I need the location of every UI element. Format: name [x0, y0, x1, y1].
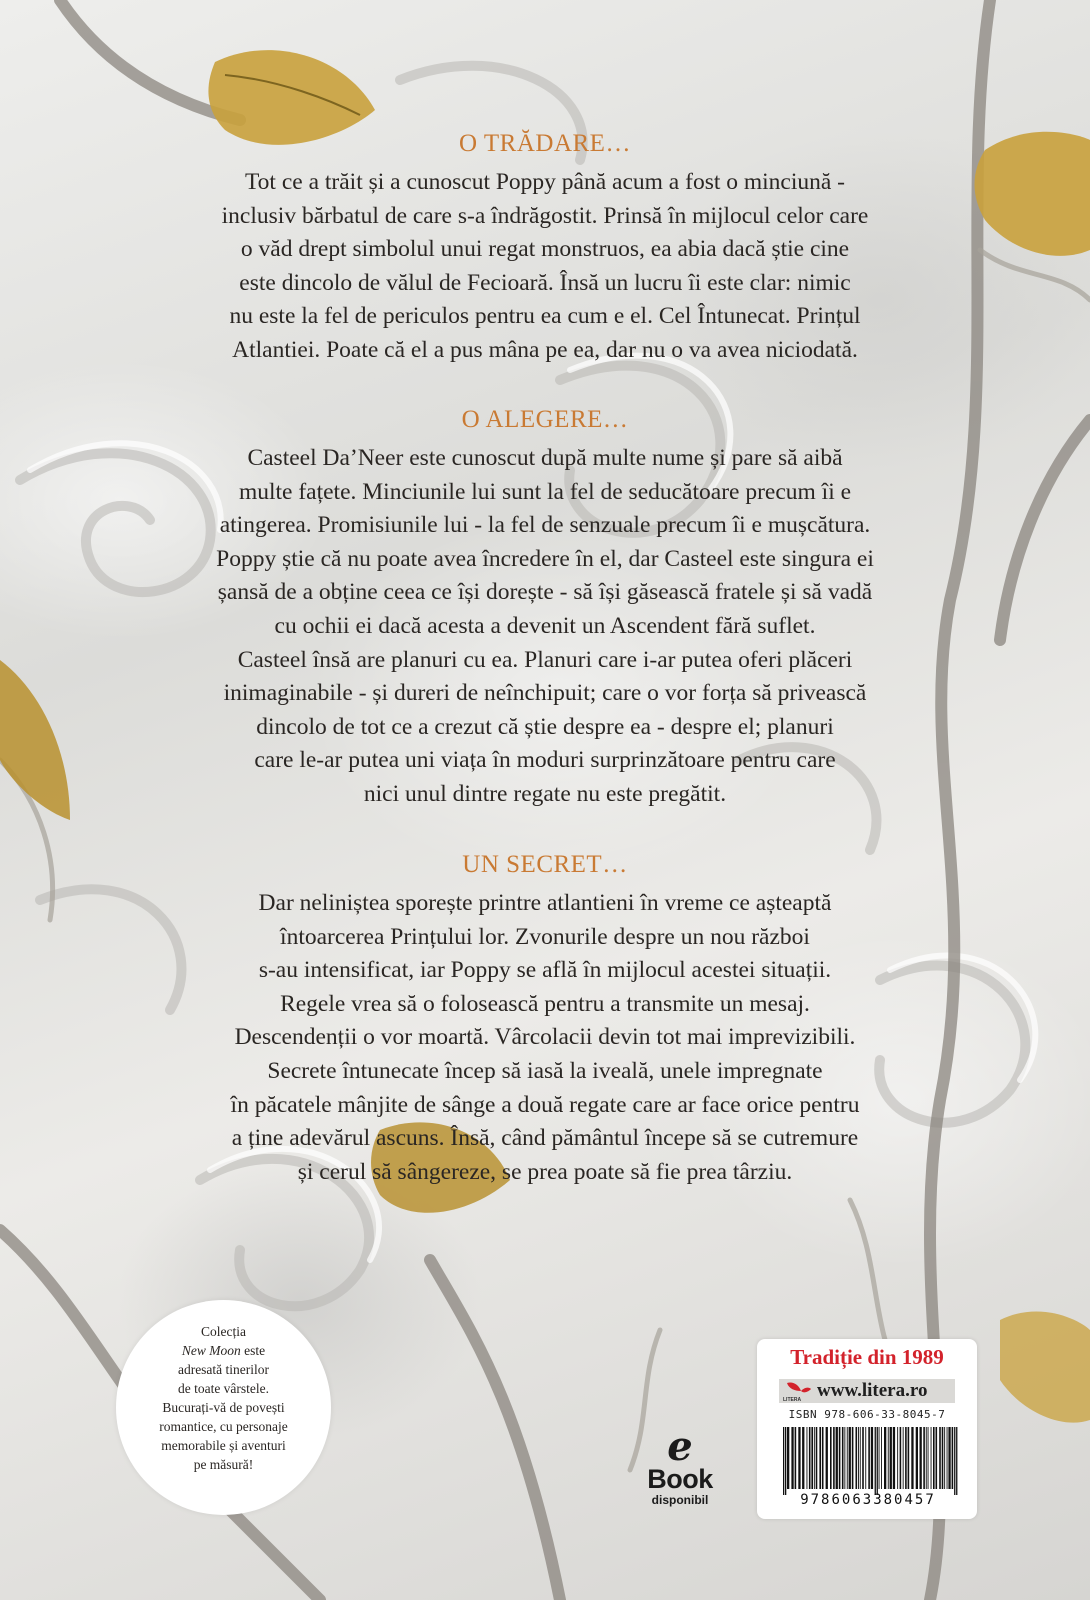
- barcode-bar: [903, 1427, 904, 1489]
- body-line: este dincolo de vălul de Fecioară. Însă un lucru îi este clar: nimic: [239, 269, 851, 296]
- note-line: romantice, cu personaje: [159, 1419, 288, 1434]
- barcode-bar: [942, 1427, 944, 1489]
- barcode-bar: [947, 1427, 948, 1489]
- collection-note-text: [116, 1322, 331, 1474]
- barcode-bar: [809, 1427, 811, 1489]
- series-name: New Moon: [181, 1343, 241, 1358]
- section-heading: O TRĂDARE…: [459, 130, 631, 157]
- barcode-bar: [948, 1427, 950, 1489]
- barcode-bar: [819, 1427, 821, 1489]
- barcode-bar: [897, 1427, 898, 1489]
- barcode-bar: [871, 1427, 873, 1489]
- body-line: cu ochii ei dacă acesta a devenit un Ascendent fără suflet.: [274, 612, 816, 639]
- barcode-bar: [911, 1427, 913, 1489]
- section-choice: [120, 404, 970, 812]
- barcode-bar: [856, 1427, 858, 1489]
- barcode-bar: [881, 1427, 882, 1489]
- body-line: care le-ar putea uni viața în moduri surprinzătoare pentru care: [254, 747, 836, 774]
- barcode-bar: [916, 1427, 918, 1489]
- barcode-bar: [849, 1427, 851, 1489]
- barcode-bar: [900, 1427, 902, 1489]
- barcode-bar: [822, 1427, 824, 1489]
- barcode-bar: [928, 1427, 929, 1489]
- note-line: Bucurați-vă de povești: [162, 1400, 285, 1415]
- body-line: nici unul dintre regate nu este pregătit.: [363, 780, 727, 807]
- body-line: șansă de a obține ceea ce își dorește - să își găsească fratele și să vadă: [217, 579, 873, 606]
- barcode-bar: [860, 1427, 861, 1489]
- barcode-bar: [884, 1427, 886, 1489]
- ebook-caption: disponibil: [651, 1493, 709, 1507]
- barcode-bar: [807, 1427, 808, 1489]
- barcode-bar: [933, 1427, 935, 1489]
- barcode-bar: [842, 1427, 844, 1489]
- section-secret: [120, 849, 970, 1189]
- ebook-e-icon: e: [667, 1423, 693, 1470]
- barcode-bar: [868, 1427, 870, 1489]
- barcode-bar: [811, 1427, 813, 1489]
- barcode-bar: [923, 1427, 925, 1489]
- leaf-top-right: [974, 132, 1090, 256]
- barcode-bar: [847, 1427, 848, 1489]
- barcode-guard-bar: [875, 1427, 876, 1495]
- barcode-bar: [952, 1427, 954, 1489]
- barcode-bar: [865, 1427, 866, 1489]
- note-line: Colecția: [201, 1324, 246, 1339]
- barcode-guard-bar: [954, 1427, 955, 1495]
- barcode-bar: [858, 1427, 859, 1489]
- barcode-guard-bar: [783, 1427, 784, 1495]
- barcode-guard-bar: [877, 1427, 878, 1495]
- barcode-guard-bar: [785, 1427, 786, 1495]
- section-betrayal: [120, 128, 970, 368]
- body-line: inimaginabile - și dureri de neînchipuit; care o vor forța să privească: [223, 680, 867, 707]
- litera-logo-icon: [779, 1379, 813, 1403]
- body-line: Regele vrea să o folosească pentru a transmite un mesaj.: [280, 990, 810, 1017]
- barcode-guard-bar: [956, 1427, 957, 1495]
- body-line: multe fațete. Minciunile lui sunt la fel de seducătoare precum îi e: [238, 478, 852, 505]
- barcode-bar: [795, 1427, 797, 1489]
- note-line: pe măsură!: [193, 1457, 254, 1472]
- barcode-icon: [769, 1425, 967, 1507]
- barcode-bar: [826, 1427, 828, 1489]
- barcode-bar: [888, 1427, 889, 1489]
- publisher-barcode-label: [757, 1339, 977, 1519]
- body-line: s-au intensificat, iar Poppy se află în mijlocul acestei situații.: [258, 957, 832, 984]
- barcode-bar: [920, 1427, 922, 1489]
- body-line: Poppy știe că nu poate avea încredere în el, dar Casteel este singura ei: [216, 545, 874, 572]
- barcode-bar: [862, 1427, 864, 1489]
- barcode-bar: [893, 1427, 895, 1489]
- barcode-bar: [908, 1427, 910, 1489]
- publisher-website-bar: [779, 1379, 955, 1403]
- section-heading: UN SECRET…: [462, 851, 628, 878]
- body-line: Casteel însă are planuri cu ea. Planuri care i-ar putea oferi plăceri: [237, 646, 853, 673]
- body-line: Descendenții o vor moartă. Vârcolacii devin tot mai imprevizibili.: [234, 1024, 856, 1051]
- publisher-tagline: Tradiție din 1989: [790, 1345, 944, 1369]
- note-line: memorabile și aventuri: [161, 1438, 286, 1453]
- barcode-bar: [816, 1427, 818, 1489]
- body-line: Tot ce a trăit și a cunoscut Poppy până acum a fost o minciună -: [244, 169, 846, 195]
- barcode-bar: [936, 1427, 938, 1489]
- body-line: întoarcerea Prințului lor. Zvonurile despre un nou război: [280, 923, 810, 950]
- body-line: în păcatele mânjite de sânge a două regate care ar face orice pentru: [230, 1091, 860, 1118]
- note-line-series: New Moon este: [181, 1343, 266, 1358]
- note-line: de toate vârstele.: [177, 1381, 270, 1396]
- barcode-bar: [844, 1427, 845, 1489]
- body-line: și cerul să sângereze, se prea poate să fie prea târziu.: [297, 1158, 793, 1185]
- barcode-bar: [879, 1427, 880, 1489]
- body-line: Casteel Da’Neer este cunoscut după multe nume și pare să aibă: [247, 445, 843, 471]
- leaf-bottom-right: [1000, 1311, 1090, 1422]
- note-line: adresată tinerilor: [177, 1362, 270, 1377]
- ebook-available-badge: [640, 1423, 720, 1528]
- barcode-bar: [931, 1427, 932, 1489]
- barcode-bar: [839, 1427, 841, 1489]
- isbn-text: ISBN 978-606-33-8045-7: [788, 1408, 946, 1421]
- body-line: Dar neliniștea sporește printre atlantieni în vreme ce așteaptă: [258, 890, 832, 916]
- body-line: inclusiv bărbatul de care s-a îndrăgostit. Prinsă în mijlocul celor care: [221, 202, 869, 229]
- barcode-bar: [798, 1427, 800, 1489]
- barcode-bar: [787, 1427, 789, 1489]
- barcode-bar: [890, 1427, 892, 1489]
- body-line: a ține adevărul ascuns. Însă, când pământul începe să se cutremure: [231, 1125, 859, 1152]
- body-line: dincolo de tot ce a crezut că știe despre ea - despre el; planuri: [256, 713, 834, 740]
- barcode-bar: [944, 1427, 945, 1489]
- barcode-bar: [791, 1427, 793, 1489]
- barcode-bar: [939, 1427, 941, 1489]
- barcode-bar: [836, 1427, 838, 1489]
- body-line: atingerea. Promisiunile lui - la fel de senzuale precum îi e mușcătura.: [219, 512, 871, 539]
- barcode-bar: [833, 1427, 835, 1489]
- body-line: o văd drept simbolul unui regat monstruos, ea abia dacă știe cine: [240, 236, 850, 263]
- ebook-word: Book: [647, 1464, 713, 1494]
- body-line: Atlantiei. Poate că el a pus mâna pe ea, dar nu o va avea niciodată.: [232, 336, 858, 363]
- section-heading: O ALEGERE…: [461, 406, 629, 433]
- collection-note-badge: [116, 1300, 331, 1515]
- barcode-bar: [852, 1427, 854, 1489]
- leaf-left-middle: [0, 660, 70, 820]
- barcode-bar: [830, 1427, 832, 1489]
- barcode-number: 9786063380457: [800, 1492, 936, 1507]
- barcode-bar: [814, 1427, 815, 1489]
- barcode-bar: [905, 1427, 907, 1489]
- body-line: Secrete întunecate încep să iasă la iveală, unele impregnate: [267, 1057, 823, 1084]
- barcode-bar: [802, 1427, 804, 1489]
- litera-logo-text: LITERA: [783, 1397, 802, 1403]
- barcode-bar: [926, 1427, 927, 1489]
- publisher-website: www.litera.ro: [817, 1380, 928, 1401]
- body-line: nu este la fel de periculos pentru ea cum e el. Cel Întunecat. Prințul: [229, 303, 861, 330]
